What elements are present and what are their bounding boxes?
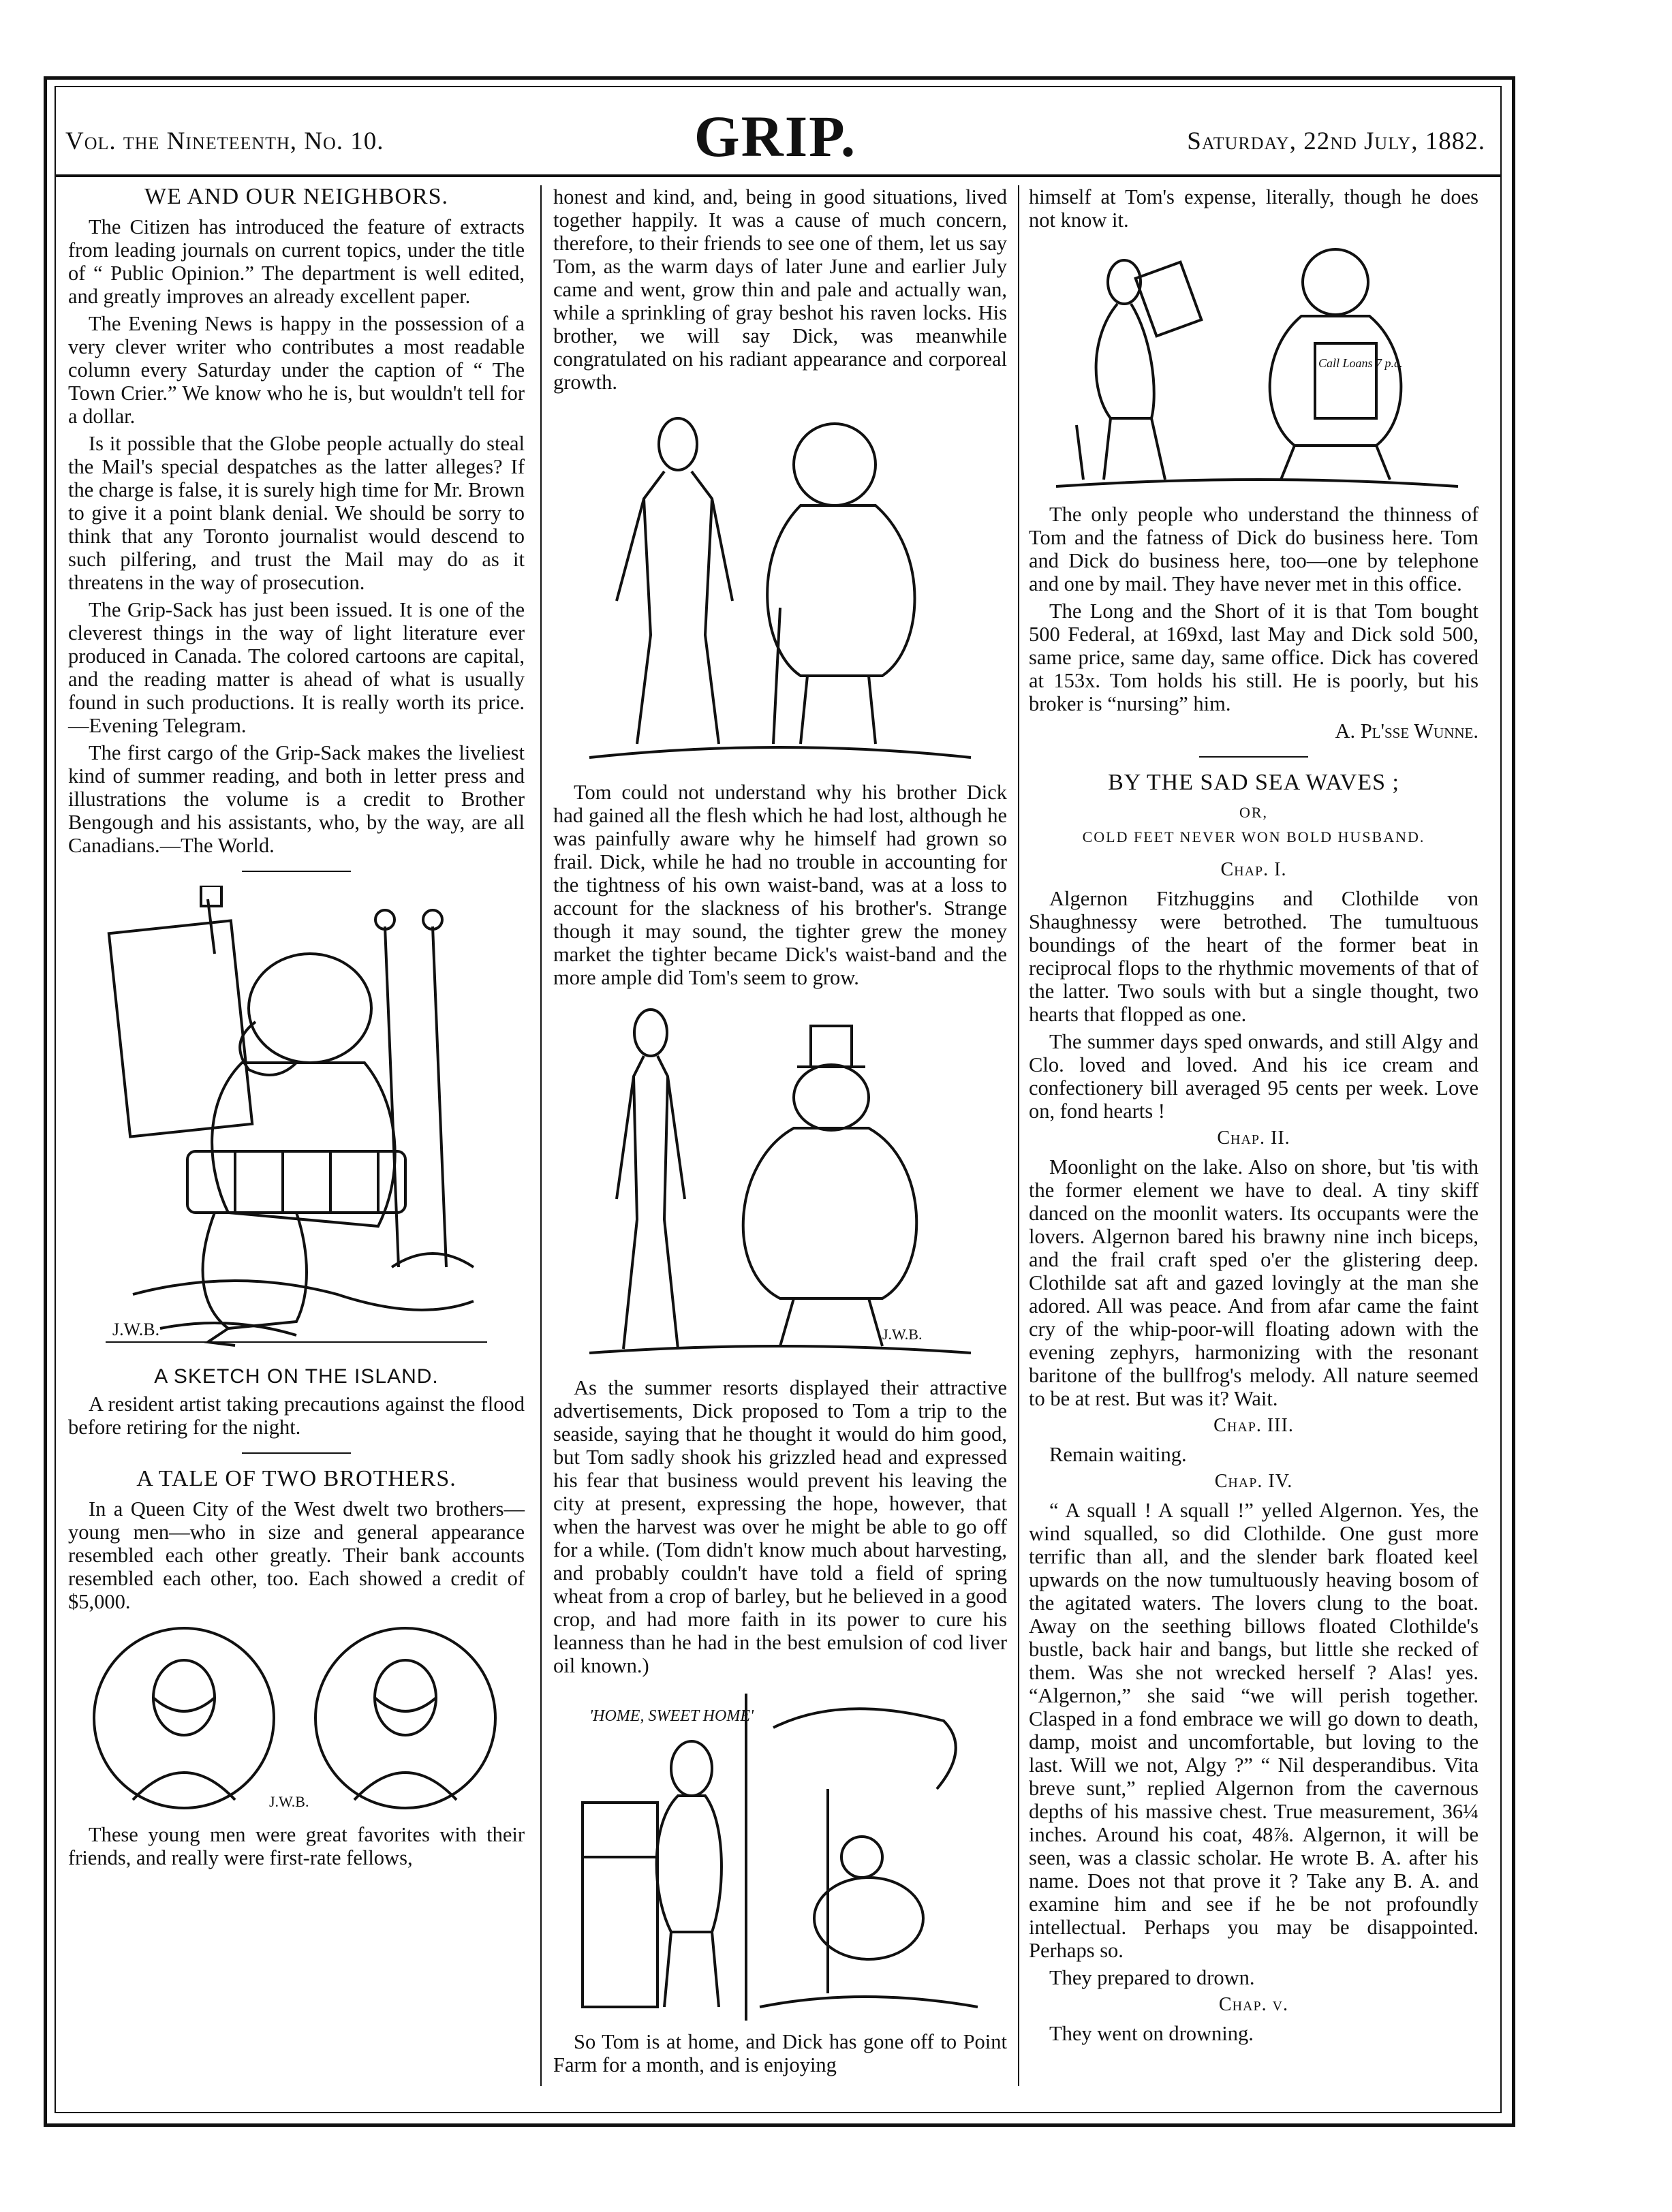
paragraph: Moonlight on the lake. Also on shore, but 'tis with the former element we have to deal. A tiny skiff danced on the moonlit waters. Its occupants were the lovers. Algernon bared his brawny nine inch biceps, and the frail craft sped o'er the glistering deep. Clothilde sat aft and gazed lovingly at the man she adored. All was peace. And from afar came the faint cry of the whip-poor-will floating adown with the evening zephyrs, harmonizing with the resonant baritone of the bullfrog's melody. All nature seemed to be at rest. But was it? Wait. [1029,1155,1479,1410]
paragraph: These young men were great favorites with their friends, and really were first-rate fellows, [68,1823,525,1869]
paragraph: As the summer resorts displayed their attractive advertisements, Dick proposed to Tom a trip to the seaside, saying that he thought it would do him good, but Tom sadly shook his grizzled head and expressed his fear that business would prevent his leaving the city at present, expressing the hope, however, that when the harvest was over he might be able to go off for a while. (Tom didn't know much about harvesting, and probably couldn't have told a field of spring wheat from a crop of barley, but he believed in a good crop, and had more faith in its power to cure his leanness than he had in the best emulsion of cod liver oil known.) [553,1376,1007,1677]
masthead [65,102,1485,177]
artist-sketch-illustration [92,886,501,1356]
column-2 [553,185,1007,2081]
chapter-heading: Chap. v. [1218,1994,1289,2015]
illustrator-signature: J.W.B. [882,1326,923,1343]
paragraph: In a Queen City of the West dwelt two brothers—young men—who in size and general appearance resembled each other greatly. Their bank accounts resembled each other, too. Each showed a credit of $5,000. [68,1497,525,1613]
paragraph: The Evening News is happy in the possession of a very clever writer who contributes a most readable column every Saturday under the caption of “ The Town Crier.” We know who he is, but wouldn't tell for a dollar. [68,312,525,428]
chapter-heading: Chap. II. [1217,1127,1290,1149]
sketch-subcaption: A resident artist taking precautions against the flood before retiring for the night. [68,1392,525,1439]
section-separator [242,1452,351,1454]
paragraph: The Citizen has introduced the feature of extracts from leading journals on current topics, under the title of “ Public Opinion.” The department is well edited, and greatly improves an already excellent paper. [68,215,525,308]
chapter-heading: Chap. IV. [1214,1471,1293,1492]
paragraph: They went on drowning. [1049,2022,1254,2045]
illustrator-signature: J.W.B. [112,1320,160,1339]
column-1 [68,185,525,1873]
newspaper-title: GRIP. [694,104,857,169]
paragraph: Is it possible that the Globe people actually do steal the Mail's special despatches as the latter alleges? If the charge is false, it is surely high time for Mr. Brown to give it a point blank denial. We should be sorry to think that any Toronto journalist would descend to such pilfering, and trust the Mail may do as it threatens in the way of prosecution. [68,432,525,594]
article-heading-neighbors: WE AND OUR NEIGHBORS. [144,184,448,209]
paragraph: honest and kind, and, being in good situations, lived together happily. It was a cause of much concern, therefore, to their friends to see one of them, let us say Tom, as the warm days of later June and earlier July came and went, grow thin and pale and actually wan, while a sprinkling of gray beshot his raven locks. His brother, we will say Dick, was meanwhile congratulated on his radiant appearance and corporeal growth. [553,185,1007,394]
paragraph: The summer days sped onwards, and still Algy and Clo. loved and loved. And his ice cream and confectionery bill averaged 95 cents per week. Love on, fond hearts ! [1029,1030,1479,1123]
paragraph: So Tom is at home, and Dick has gone off to Point Farm for a month, and is enjoying [553,2030,1007,2076]
story-subtitle: COLD FEET NEVER WON BOLD HUSBAND. [1082,828,1425,845]
thin-and-fat-brothers-illustration [576,403,985,771]
illustrator-signature: J.W.B. [269,1793,309,1810]
paragraph: They prepared to drown. [1049,1966,1255,1989]
paragraph: The only people who understand the thinness of Tom and the fatness of Dick do business here. Tom and Dick do business here, too—one by telephone and one by mail. They have never met in this office. [1029,503,1479,595]
article-heading-tale: A TALE OF TWO BROTHERS. [136,1466,456,1491]
paragraph: The Long and the Short of it is that Tom bought 500 Federal, at 169xd, last May and Dick sold 500, same price, same day, same office. Dick has covered at 153x. Tom holds his still. He is poorly, but his broker is “nursing” him. [1029,599,1479,715]
issue-date: Saturday, 22nd July, 1882. [1187,127,1485,155]
paragraph: “ A squall ! A squall !” yelled Algernon. Yes, the wind squalled, so did Clothilde. One gust more terrific than all, and the slender bark floated keel upwards on the now tumultuously heaving bosom of the agitated waters. The lovers clung to the boat. Away on the seething billows floated Clothilde's bustle, back hair and bangs, but little she recked of them. Was she not wrecked herself ? Alas! yes. “Algernon,” she said “we will perish together. Clasped in a fond embrace we will go down to death, damp, moist and uncomfortable, but loving to the last. Will we not, Algy ?” “ Nil desperandibus. Vita breve sunt,” replied Algernon from the cavernous depths of his massive chest. True measurement, 36¼ inches. Around his coat, 48⅞. Algernon, it will be seen, was a classic scholar. He wrote B. A. after his name. Does not that prove it ? Take any B. A. and examine him and see if he be not profoundly intellectual. Perhaps you may be disappointed. Perhaps so. [1029,1499,1479,1962]
paragraph: The Grip-Sack has just been issued. It is one of the cleverest things in the way of light literature ever produced in Canada. The colored cartoons are capital, and the reading matter is ahead of what is usually found in such productions. It is really worth its price. —Evening Telegram. [68,598,525,737]
song-title-label: 'HOME, SWEET HOME' [589,1707,754,1725]
column-3 [1029,185,1479,2049]
paragraph: himself at Tom's expense, literally, though he does not know it. [1029,185,1479,232]
story-or: OR, [1239,804,1269,821]
piano-and-beach-illustration [569,1687,991,2021]
tall-thin-and-top-hat-brothers-illustration [576,999,985,1367]
masthead-rule [55,174,1502,177]
paragraph: Algernon Fitzhuggins and Clothilde von Shaughnessy were betrothed. The tumultuous boundings of the heart of the former beat in reciprocal flops to the rhythmic movements of that of the latter. Two souls with but a single thought, two hearts that flopped as one. [1029,887,1479,1026]
section-separator [1199,756,1308,758]
section-separator [242,871,351,872]
twin-brothers-portraits [85,1623,508,1813]
column-divider [1018,185,1019,2086]
sketch-caption: A SKETCH ON THE ISLAND. [154,1365,439,1388]
chapter-heading: Chap. III. [1213,1415,1294,1436]
paragraph: The first cargo of the Grip-Sack makes the liveliest kind of summer reading, and both in letter press and illustrations the volume is a credit to Brother Bengough and his assistants, who, by the way, are all Canadians.—The World. [68,741,525,857]
two-men-reading-illustration [1042,241,1465,493]
sign-label: Call Loans 7 p.c. [1318,356,1403,370]
column-divider [540,185,542,2086]
paragraph: Tom could not understand why his brother Dick had gained all the flesh which he had lost, although he was painfully aware why he himself had grown so frail. Dick, while he had no trouble in accounting for the tightness of his own waist-band, was at a loss to account for the slackness of his brother's. Strange though it may sound, the tighter grew the money market the tighter became Dick's waist-band and the more ample did Tom's seem to grow. [553,781,1007,989]
paragraph: Remain waiting. [1049,1443,1187,1466]
story-title: BY THE SAD SEA WAVES ; [1108,770,1399,795]
volume-number: Vol. the Nineteenth, No. 10. [65,127,384,155]
author-signature: A. Pl'sse Wunne. [1335,719,1479,743]
chapter-heading: Chap. I. [1220,859,1287,880]
